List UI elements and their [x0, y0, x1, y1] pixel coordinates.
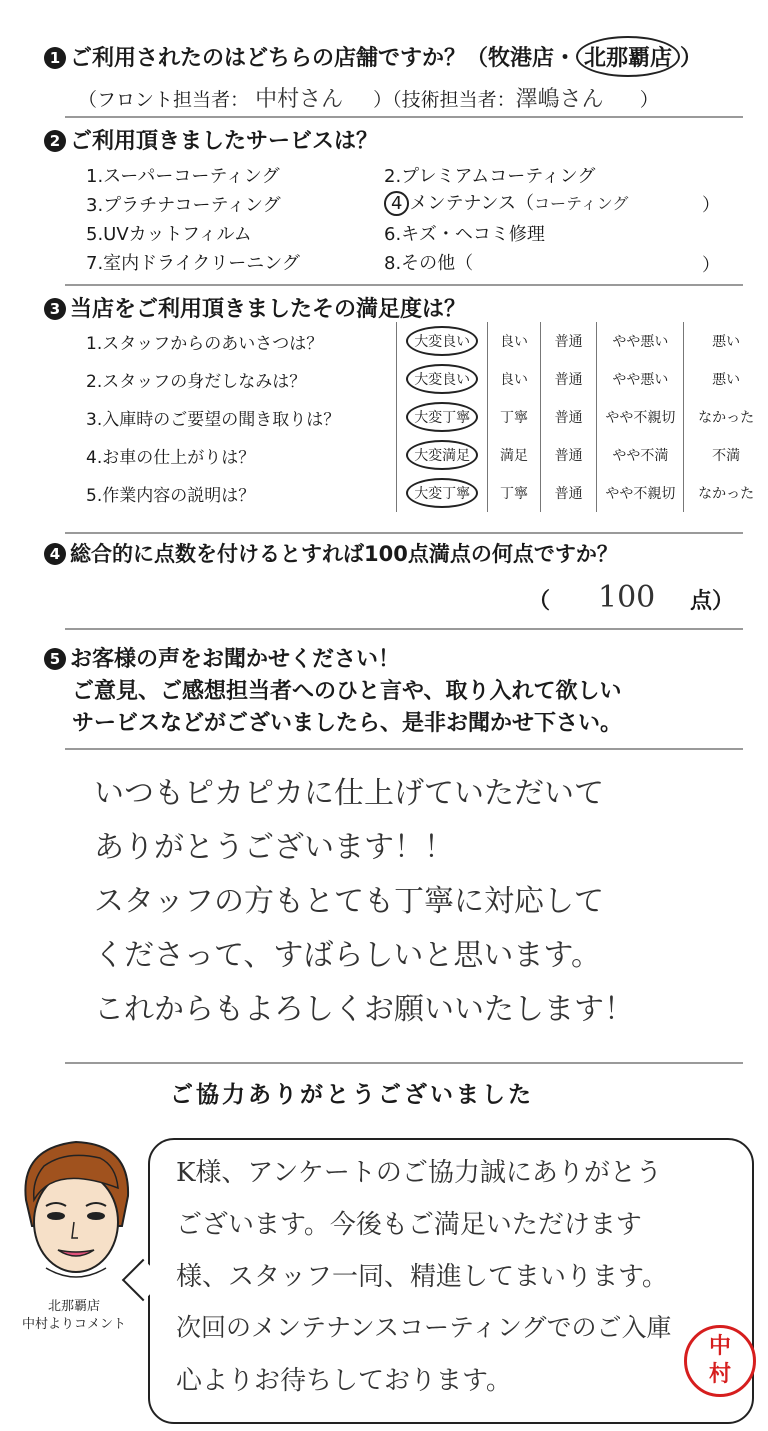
- satisfaction-option: やや悪い: [597, 360, 684, 398]
- satisfaction-table: [78, 322, 768, 512]
- stamp-char-top: 中: [708, 1334, 731, 1359]
- satisfaction-option-circled: 大変良い: [406, 326, 478, 356]
- customer-comment-line: ありがとうございます！！: [94, 830, 454, 865]
- q1-front-close: ）: [373, 89, 393, 111]
- name-seal-stamp: [684, 1325, 756, 1397]
- staff-reply-line: ございます。今後もご満足いただけます: [176, 1210, 642, 1240]
- q4-question-line: [44, 538, 618, 568]
- satisfaction-option: 普通: [540, 322, 597, 360]
- satisfaction-option: 良い: [488, 360, 541, 398]
- q1-staff-line: [78, 82, 659, 113]
- satisfaction-row-label: 2.スタッフの身だしなみは？: [86, 371, 307, 392]
- divider-6: [65, 1062, 743, 1064]
- divider-5: [65, 748, 743, 750]
- divider-2: [65, 284, 743, 286]
- service-8-close: ）: [702, 255, 720, 276]
- satisfaction-option: 悪い: [684, 360, 768, 398]
- customer-comment-line: いつもピカピカに仕上げていただいて: [94, 776, 604, 811]
- satisfaction-option: 良い: [488, 322, 541, 360]
- q5-line-1: お客様の声をお聞かせください！: [70, 647, 401, 672]
- q1-question: ご利用されたのはどちらの店舗ですか？: [70, 46, 467, 71]
- staff-caption-name: 中村よりコメント: [21, 1317, 126, 1332]
- satisfaction-option-cell: [397, 474, 488, 512]
- service-4-close: ）: [702, 195, 720, 216]
- q5-line-2: ご意見、ご感想担当者へのひと言や、取り入れて欲しい: [72, 679, 622, 704]
- staff-reply-line: K様、アンケートのご協力誠にありがとう: [176, 1158, 662, 1188]
- customer-comment-line: これからもよろしくお願いいたします！: [94, 992, 634, 1027]
- service-5: 5.UVカットフィルム: [86, 224, 252, 245]
- service-8: 8.その他（: [384, 253, 474, 274]
- satisfaction-row: [78, 322, 768, 360]
- satisfaction-option: やや悪い: [597, 322, 684, 360]
- q1-tech-close: ）: [639, 89, 659, 111]
- q2-question-line: [44, 124, 378, 155]
- satisfaction-option: 不満: [684, 436, 768, 474]
- q1-front-value: 中村さん: [255, 87, 344, 112]
- staff-caption: [4, 1298, 144, 1334]
- staff-reply-line: 心よりお待ちしております。: [176, 1366, 512, 1396]
- q3-question-line: [44, 292, 466, 323]
- satisfaction-option: 普通: [540, 474, 597, 512]
- satisfaction-option-circled: 大変満足: [406, 440, 478, 470]
- q4-question: 総合的に点数を付けるとすれば100点満点の何点ですか？: [70, 542, 618, 566]
- satisfaction-option-circled: 大変良い: [406, 364, 478, 394]
- thanks-message: ご協力ありがとうございました: [170, 1082, 534, 1108]
- customer-comment-line: くださって、すばらしいと思います。: [94, 938, 601, 973]
- satisfaction-option: 丁寧: [488, 398, 541, 436]
- service-2: 2.プレミアムコーティング: [384, 166, 596, 187]
- satisfaction-row-label: 3.入庫時のご要望の聞き取りは？: [86, 409, 341, 430]
- service-7: 7.室内ドライクリーニング: [86, 253, 300, 274]
- q4-number-badge: 4: [44, 543, 66, 565]
- service-4-value: コーティング: [534, 194, 629, 213]
- satisfaction-option: 普通: [540, 398, 597, 436]
- customer-comment-line: スタッフの方もとても丁寧に対応して: [94, 884, 604, 919]
- staff-caption-store: 北那覇店: [47, 1299, 100, 1314]
- q4-score: 100: [598, 580, 656, 615]
- q1-store-close: ）: [680, 46, 703, 71]
- q1-tech-label: （技術担当者：: [392, 89, 516, 111]
- satisfaction-option-cell: [397, 398, 488, 436]
- satisfaction-row-label: 4.お車の仕上がりは？: [86, 447, 256, 468]
- satisfaction-option: 満足: [488, 436, 541, 474]
- divider-4: [65, 628, 743, 630]
- service-4-line: [384, 189, 628, 216]
- service-4-label: メンテナンス（: [409, 193, 535, 214]
- satisfaction-option: やや不親切: [597, 398, 684, 436]
- service-4-number-circled: 4: [384, 191, 409, 216]
- satisfaction-row: [78, 360, 768, 398]
- q5-number-badge: 5: [44, 648, 66, 670]
- satisfaction-option-cell: [397, 436, 488, 474]
- satisfaction-option: やや不親切: [597, 474, 684, 512]
- divider-3: [65, 532, 743, 534]
- service-3: 3.プラチナコーティング: [86, 195, 281, 216]
- satisfaction-row: [78, 474, 768, 512]
- satisfaction-row-label: 5.作業内容の説明は？: [86, 485, 256, 506]
- q1-front-label: （フロント担当者：: [78, 89, 250, 111]
- q2-question: ご利用頂きましたサービスは？: [70, 129, 379, 154]
- satisfaction-option: なかった: [684, 398, 768, 436]
- satisfaction-option: 悪い: [684, 322, 768, 360]
- staff-reply-line: 次回のメンテナンスコーティングでのご入庫: [176, 1313, 672, 1342]
- q3-question: 当店をご利用頂きましたその満足度は？: [70, 297, 467, 322]
- satisfaction-option-circled: 大変丁寧: [406, 478, 478, 508]
- satisfaction-option: やや不満: [597, 436, 684, 474]
- service-6: 6.キズ・ヘコミ修理: [384, 224, 545, 245]
- q5-line-1-wrap: [44, 642, 400, 673]
- satisfaction-row-label: 1.スタッフからのあいさつは？: [86, 333, 324, 354]
- staff-portrait: [6, 1130, 146, 1290]
- q1-number-badge: 1: [44, 47, 66, 69]
- q3-number-badge: 3: [44, 298, 66, 320]
- satisfaction-option: 普通: [540, 436, 597, 474]
- satisfaction-row: [78, 398, 768, 436]
- q1-tech-value: 澤嶋さん: [515, 87, 604, 112]
- q2-number-badge: 2: [44, 130, 66, 152]
- q4-open: （: [528, 589, 551, 614]
- divider-1: [65, 116, 743, 118]
- q5-line-3: サービスなどがございましたら、是非お聞かせ下さい。: [72, 711, 623, 736]
- stamp-char-bottom: 村: [708, 1362, 731, 1387]
- satisfaction-option-circled: 大変丁寧: [406, 402, 478, 432]
- satisfaction-option: 普通: [540, 360, 597, 398]
- q4-unit: 点）: [690, 589, 735, 614]
- service-1: 1.スーパーコーティング: [86, 166, 280, 187]
- q1-store-option-1: （牧港店・: [466, 46, 577, 71]
- q1-store-option-2-circled: 北那覇店: [576, 36, 680, 77]
- satisfaction-option-cell: [397, 360, 488, 398]
- satisfaction-option: なかった: [684, 474, 768, 512]
- satisfaction-option-cell: [397, 322, 488, 360]
- satisfaction-row: [78, 436, 768, 474]
- q1-question-line: [44, 36, 702, 77]
- staff-reply-line: 様、スタッフ一同、精進してまいります。: [176, 1262, 668, 1292]
- satisfaction-option: 丁寧: [488, 474, 541, 512]
